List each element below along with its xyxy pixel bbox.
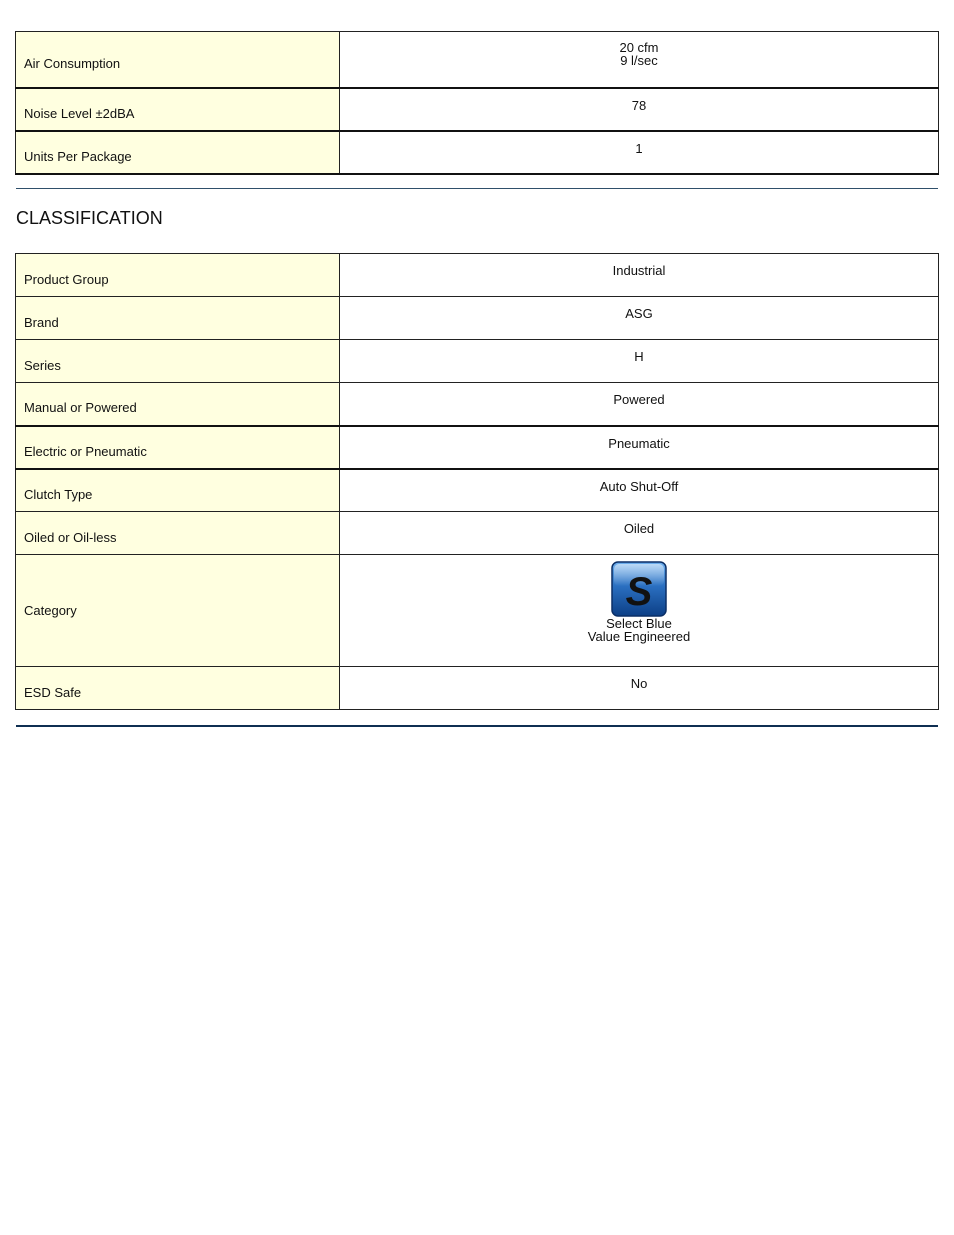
table-row xyxy=(16,667,939,710)
class-value-oiled-or-oil-less: Oiled xyxy=(340,512,939,555)
class-label-electric-or-pneumatic: Electric or Pneumatic xyxy=(16,426,340,469)
class-label-esd-safe: ESD Safe xyxy=(16,667,340,710)
class-value-clutch-type: Auto Shut-Off xyxy=(340,469,939,512)
spec-value-air-consumption xyxy=(340,32,939,88)
table-row xyxy=(16,297,939,340)
air-consumption-cfm: 20 cfm xyxy=(619,40,659,55)
spec-label-noise-level: Noise Level ±2dBA xyxy=(16,88,340,131)
section-divider xyxy=(16,188,938,189)
class-label-clutch-type: Clutch Type xyxy=(16,469,340,512)
table-row xyxy=(16,426,939,469)
class-value-manual-or-powered: Powered xyxy=(340,383,939,426)
table-row xyxy=(16,555,939,667)
class-label-series: Series xyxy=(16,340,340,383)
class-value-esd-safe: No xyxy=(340,667,939,710)
class-value-category xyxy=(340,555,939,667)
spec-value-units-per-package: 1 xyxy=(340,131,939,174)
class-label-brand: Brand xyxy=(16,297,340,340)
air-consumption-lsec: 9 l/sec xyxy=(620,53,658,68)
table-row xyxy=(16,88,939,131)
class-label-category: Category xyxy=(16,555,340,667)
table-row xyxy=(16,254,939,297)
table-row xyxy=(16,512,939,555)
class-value-brand: ASG xyxy=(340,297,939,340)
class-value-series: H xyxy=(340,340,939,383)
section-title-classification: CLASSIFICATION xyxy=(16,208,163,228)
category-tagline: Value Engineered xyxy=(587,629,691,644)
table-row xyxy=(16,131,939,174)
select-blue-s-letter: S xyxy=(625,570,653,614)
spec-value-noise-level: 78 xyxy=(340,88,939,131)
class-label-manual-or-powered: Manual or Powered xyxy=(16,383,340,426)
table-row xyxy=(16,32,939,88)
class-value-product-group: Industrial xyxy=(340,254,939,297)
select-blue-s-icon xyxy=(611,561,667,617)
class-label-product-group: Product Group xyxy=(16,254,340,297)
section-divider-bottom xyxy=(16,725,938,727)
category-name: Select Blue xyxy=(606,616,672,631)
classification-table xyxy=(15,253,939,710)
table-row xyxy=(16,469,939,512)
table-row xyxy=(16,383,939,426)
specs-table xyxy=(15,31,939,175)
spec-label-air-consumption: Air Consumption xyxy=(16,32,340,88)
class-label-oiled-or-oil-less: Oiled or Oil-less xyxy=(16,512,340,555)
table-row xyxy=(16,340,939,383)
class-value-electric-or-pneumatic: Pneumatic xyxy=(340,426,939,469)
spec-label-units-per-package: Units Per Package xyxy=(16,131,340,174)
